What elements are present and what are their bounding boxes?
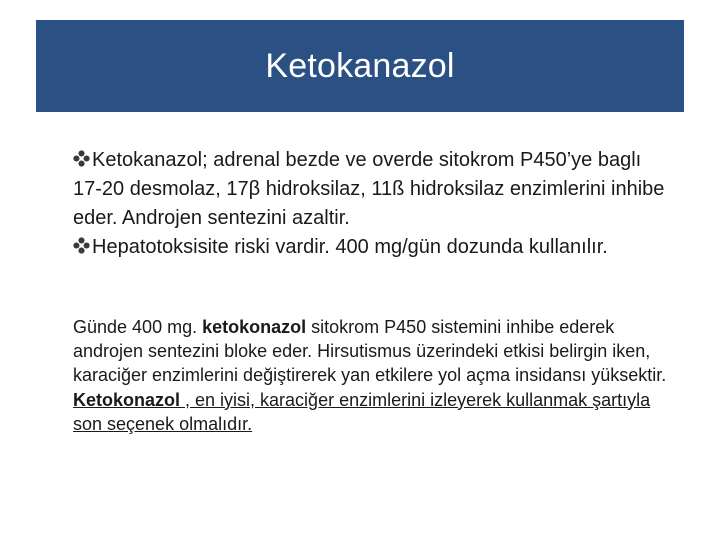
diamond-bullet-icon bbox=[73, 237, 90, 254]
paragraph-rest: sitokrom P450 sistemini inhibe ederek androjen sentezini bloke eder. Hirsutismus üzerindeki etkisi belirgin iken, karaciğer enzimlerini değiştirerek yan etkilere yol açma insidansı yüksektir. bbox=[73, 317, 667, 386]
conclusion-drug-name: Ketokonazol bbox=[73, 389, 181, 410]
paragraph-intro: Günde 400 mg. bbox=[73, 317, 198, 337]
bullet-item bbox=[73, 146, 673, 233]
drug-name: ketokonazol bbox=[202, 317, 307, 337]
bullet-text: Ketokanazol; adrenal bezde ve overde sitokrom P450’ye baglı 17-20 desmolaz, 17β hidroksilaz, 11ß hidroksilaz enzimlerini inhibe eder. Androjen sentezini azaltir. bbox=[73, 149, 665, 229]
diamond-bullet-icon bbox=[73, 150, 90, 167]
bullet-text: Hepatotoksisite riski vardir. 400 mg/gün dozunda kullanılır. bbox=[92, 236, 608, 258]
body-paragraphs bbox=[73, 315, 673, 436]
bullet-list bbox=[73, 146, 673, 262]
paragraph bbox=[73, 315, 673, 388]
conclusion-rest: , en iyisi, karaciğer enzimlerini izleyerek kullanmak şartıyla son seçenek olmalıdır. bbox=[73, 389, 651, 434]
title-bar bbox=[36, 20, 684, 112]
conclusion-paragraph bbox=[73, 388, 673, 436]
bullet-item bbox=[73, 233, 673, 262]
slide-title: Ketokanazol bbox=[265, 46, 455, 85]
